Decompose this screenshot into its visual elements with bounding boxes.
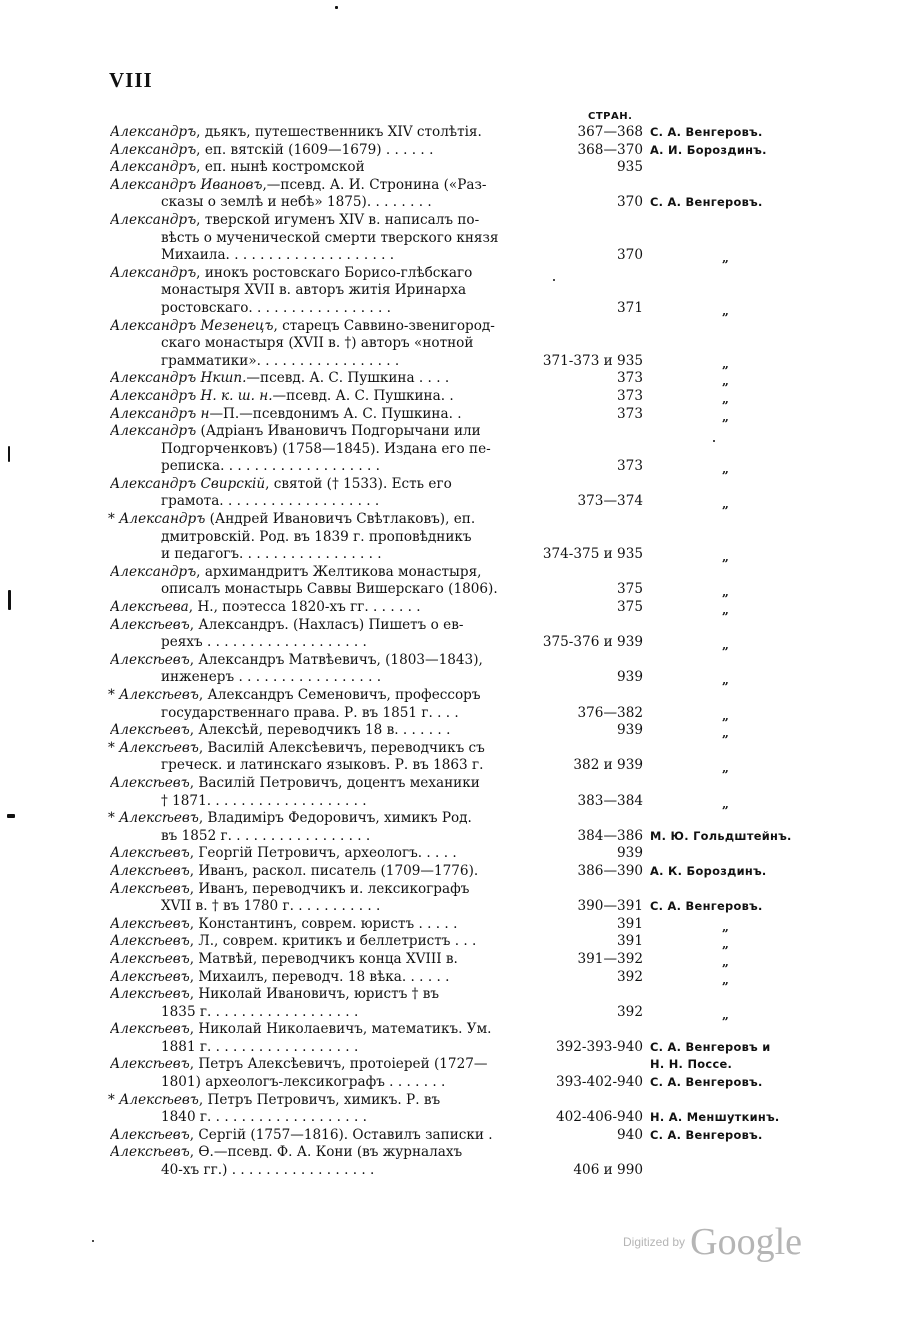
entry-line (0, 1127, 913, 1145)
entry-heading-text: Алексѣева, Н., поэтесса 1820-хъ гг. . . . . . . (110, 599, 421, 616)
author-ditto-mark: „ (722, 303, 730, 318)
entry-heading-text: * Алексѣевъ, Владиміръ Федоровичъ, химикъ Род. (108, 810, 472, 827)
entry-page-ref: 371 (617, 299, 643, 316)
entry-line (0, 581, 913, 599)
author-ditto-mark: „ (722, 937, 730, 952)
author-ditto-mark: „ (722, 796, 730, 811)
author-ditto-mark: „ (722, 954, 730, 969)
entry-line (0, 1144, 913, 1162)
entry-line (0, 282, 913, 300)
entry-heading-text: Алексѣевъ, Петръ Алексѣевичъ, протоіерей (1727— (110, 1056, 488, 1073)
entry-heading-text: Александръ Ивановъ,—псевд. А. И. Стронина («Раз- (110, 176, 487, 193)
scan-speck (713, 440, 715, 442)
entry-line (0, 634, 913, 652)
entry-page-ref: 373 (617, 458, 643, 475)
entry-page-ref: 374-375 и 935 (542, 546, 643, 563)
entry-line (0, 159, 913, 177)
author-ditto-mark: „ (722, 972, 730, 987)
entry-page-ref: 370 (617, 194, 643, 211)
author-ditto-mark: „ (722, 497, 730, 512)
entry-heading-text: Александръ, дьякъ, путешественникъ XIV столѣтія. (110, 124, 482, 140)
entry-page-ref: 376—382 (577, 704, 643, 721)
entry-line (0, 564, 913, 582)
entry-line (0, 1056, 913, 1074)
entry-line (0, 546, 913, 564)
author-ditto-mark: „ (722, 1007, 730, 1022)
entry-line (0, 529, 913, 547)
scan-margin-mark (7, 814, 15, 818)
entry-continuation-text: скаго монастыря (XVII в. †) авторъ «нотной (161, 335, 474, 352)
author-ditto-mark: „ (722, 919, 730, 934)
entry-line (0, 423, 913, 441)
author-ditto-mark: „ (722, 462, 730, 477)
entry-line (0, 230, 913, 248)
entry-continuation-text: XVII в. † въ 1780 г. . . . . . . . . . . (161, 898, 381, 915)
entry-line (0, 335, 913, 353)
entry-continuation-text: реяхъ . . . . . . . . . . . . . . . . . . . (161, 634, 367, 651)
entry-continuation-text: инженеръ . . . . . . . . . . . . . . . . . (161, 669, 382, 686)
entry-line (0, 353, 913, 371)
entry-page-ref: 939 (617, 669, 643, 686)
author-ditto-mark: „ (722, 374, 730, 389)
entry-page-ref: 367—368 (577, 124, 643, 140)
column-header-pages: СТРАН. (588, 111, 633, 122)
entry-line (0, 617, 913, 635)
entry-author: С. А. Венгеровъ. (650, 1127, 763, 1142)
entry-continuation-text: реписка. . . . . . . . . . . . . . . . . . . (161, 458, 380, 475)
entry-heading-text: Алексѣевъ, Алексѣй, переводчикъ 18 в. . . . . . . (110, 722, 451, 739)
entry-line (0, 370, 913, 388)
entry-continuation-text: грамота. . . . . . . . . . . . . . . . . . . (161, 493, 380, 510)
entry-heading-text: Алексѣевъ, Ѳ.—псевд. Ф. А. Кони (въ журналахъ (110, 1144, 463, 1161)
entry-line (0, 828, 913, 846)
author-ditto-mark: „ (722, 550, 730, 565)
entry-page-ref: 393-402-940 (555, 1074, 643, 1091)
entry-heading-text: Александръ Свирскій, святой († 1533). Есть его (110, 475, 452, 492)
entry-page-ref: 371-373 и 935 (542, 352, 643, 369)
entry-page-ref: 939 (617, 845, 643, 862)
entry-heading-text: Александръ, еп. нынѣ костромской (110, 159, 365, 176)
entry-line (0, 775, 913, 793)
entry-continuation-text: грамматики». . . . . . . . . . . . . . . . . (161, 352, 400, 369)
scan-speck (92, 1240, 94, 1242)
entry-line (0, 599, 913, 617)
entry-line (0, 177, 913, 195)
entry-page-ref: 375 (617, 599, 643, 616)
entry-line (0, 1109, 913, 1127)
entry-continuation-text: ростовскаго. . . . . . . . . . . . . . . . . (161, 299, 391, 316)
entry-line (0, 194, 913, 212)
entry-heading-text: Алексѣевъ, Александръ. (Нахласъ) Пишетъ о ев- (110, 616, 464, 633)
entry-continuation-text: монастыря XVII в. авторъ житія Иринарха (161, 282, 467, 299)
entry-line (0, 951, 913, 969)
entry-continuation-text: Подгорченковъ) (1758—1845). Издана его пе- (161, 440, 491, 457)
entry-line (0, 969, 913, 987)
entry-continuation-text: 1835 г. . . . . . . . . . . . . . . . . . (161, 1003, 359, 1020)
entry-line (0, 1021, 913, 1039)
author-ditto-mark: „ (722, 251, 730, 266)
entry-heading-text: * Алексѣевъ, Василій Алексѣевичъ, переводчикъ съ (108, 739, 485, 756)
entry-line (0, 810, 913, 828)
author-ditto-mark: „ (722, 585, 730, 600)
entry-page-ref: 386—390 (577, 862, 643, 879)
entry-page-ref: 392-393-940 (555, 1038, 643, 1055)
entry-heading-text: Александръ (Адріанъ Ивановичъ Подгорычани или (110, 423, 481, 440)
entry-continuation-text: 1840 г. . . . . . . . . . . . . . . . . . . (161, 1109, 367, 1126)
entry-page-ref: 368—370 (577, 141, 643, 158)
entry-author: Н. А. Меншуткинъ. (650, 1110, 780, 1125)
entry-line (0, 1004, 913, 1022)
entry-page-ref: 382 и 939 (573, 757, 643, 774)
entry-line (0, 793, 913, 811)
scan-margin-mark (8, 590, 11, 610)
author-ditto-mark: „ (722, 726, 730, 741)
entry-line (0, 722, 913, 740)
entry-heading-text: Александръ Нкшп.—псевд. А. С. Пушкина . . . . (110, 370, 450, 387)
entry-author: С. А. Венгеровъ. (650, 125, 763, 139)
author-ditto-mark: „ (722, 673, 730, 688)
entry-author: Н. Н. Поссе. (650, 1057, 733, 1072)
scan-margin-mark (8, 446, 10, 462)
entry-author: М. Ю. Гольдштейнъ. (650, 828, 792, 843)
entry-continuation-text: государственнаго права. Р. въ 1851 г. . . . (161, 704, 459, 721)
entry-heading-text: Алексѣевъ, Александръ Матвѣевичъ, (1803—1843), (110, 651, 483, 668)
entry-heading-text: Александръ, архимандритъ Желтикова монастыря, (110, 563, 482, 580)
entry-heading-text: Александръ, тверской игуменъ XIV в. написалъ по- (110, 211, 480, 228)
watermark-brand: Google (690, 1221, 802, 1263)
entry-continuation-text: описалъ монастырь Саввы Вишерскаго (1806). (161, 581, 498, 598)
author-ditto-mark: „ (722, 391, 730, 406)
entry-line (0, 476, 913, 494)
entry-line (0, 1162, 913, 1180)
entry-page-ref: 373 (617, 370, 643, 387)
entry-line (0, 265, 913, 283)
entry-continuation-text: † 1871. . . . . . . . . . . . . . . . . . . (161, 792, 367, 809)
entry-line (0, 124, 913, 142)
entry-line (0, 247, 913, 265)
entry-page-ref: 375-376 и 939 (542, 634, 643, 651)
entry-page-ref: 939 (617, 722, 643, 739)
entry-continuation-text: дмитровскій. Род. въ 1839 г. проповѣдникъ (161, 528, 472, 545)
entry-author: С. А. Венгеровъ и (650, 1039, 771, 1054)
watermark-prefix: Digitized by (623, 1235, 686, 1249)
entry-continuation-text: 1881 г. . . . . . . . . . . . . . . . . . (161, 1038, 359, 1055)
entry-line (0, 441, 913, 459)
entry-continuation-text: и педагогъ. . . . . . . . . . . . . . . . . (161, 546, 382, 563)
entry-continuation-text: вѣсть о мученической смерти тверского князя (161, 229, 499, 246)
entry-line (0, 740, 913, 758)
entry-line (0, 705, 913, 723)
entry-author: С. А. Венгеровъ. (650, 1075, 763, 1090)
author-ditto-mark: „ (722, 356, 730, 371)
entry-heading-text: * Александръ (Андрей Ивановичъ Свѣтлаковъ), еп. (108, 511, 476, 528)
entry-heading-text: Александръ, инокъ ростовскаго Борисо-глѣбскаго (110, 264, 473, 281)
entry-heading-text: * Алексѣевъ, Петръ Петровичъ, химикъ. Р. въ (108, 1091, 441, 1108)
entry-page-ref: 392 (617, 968, 643, 985)
entry-page-ref: 391 (617, 933, 643, 950)
entry-author: А. И. Бороздинъ. (650, 142, 767, 157)
entry-page-ref: 384—386 (577, 827, 643, 844)
entry-heading-text: Алексѣевъ, Николай Ивановичъ, юристъ † въ (110, 986, 440, 1003)
entry-line (0, 986, 913, 1004)
entry-page-ref: 392 (617, 1003, 643, 1020)
entry-page-ref: 391—392 (577, 950, 643, 967)
entry-line (0, 458, 913, 476)
entry-line (0, 493, 913, 511)
entry-continuation-text: Михаила. . . . . . . . . . . . . . . . . . . . (161, 247, 395, 264)
digitized-by-google-watermark (623, 1220, 802, 1264)
author-ditto-mark: „ (722, 708, 730, 723)
entry-author: С. А. Венгеровъ. (650, 899, 763, 914)
entry-page-ref: 390—391 (577, 898, 643, 915)
entry-heading-text: Алексѣевъ, Матвѣй, переводчикъ конца XVIII в. (110, 950, 458, 967)
entry-heading-text: Александръ Мезенецъ, старецъ Саввино-звенигород- (110, 317, 495, 334)
entry-line (0, 845, 913, 863)
entry-line (0, 863, 913, 881)
entry-heading-text: Алексѣевъ, Л., соврем. критикъ и беллетристъ . . . (110, 933, 477, 950)
entry-line (0, 898, 913, 916)
entry-line (0, 933, 913, 951)
entry-continuation-text: 1801) археологъ-лексикографъ . . . . . . . (161, 1074, 446, 1091)
page-number: VIII (109, 68, 153, 92)
entry-page-ref: 391 (617, 915, 643, 932)
entry-heading-text: Алексѣевъ, Георгій Петровичъ, археологъ. . . . . (110, 845, 457, 862)
entry-line (0, 881, 913, 899)
entry-line (0, 652, 913, 670)
author-ditto-mark: „ (722, 761, 730, 776)
entry-line (0, 1039, 913, 1057)
author-ditto-mark: „ (722, 638, 730, 653)
entry-line (0, 212, 913, 230)
entry-continuation-text: греческ. и латинскаго языковъ. Р. въ 1863 г. (161, 757, 484, 774)
entry-page-ref: 375 (617, 581, 643, 598)
entry-heading-text: Алексѣевъ, Михаилъ, переводч. 18 вѣка. . . . . . (110, 968, 450, 985)
entry-page-ref: 940 (617, 1126, 643, 1143)
scan-speck (335, 6, 338, 9)
entry-author: А. К. Бороздинъ. (650, 863, 767, 878)
entry-heading-text: Алексѣевъ, Иванъ, раскол. писатель (1709—1776). (110, 862, 479, 879)
index-entry-list (0, 124, 913, 1180)
entry-heading-text: Алексѣевъ, Василій Петровичъ, доцентъ механики (110, 774, 480, 791)
scan-speck (553, 279, 555, 281)
entry-line (0, 511, 913, 529)
entry-heading-text: Алексѣевъ, Сергій (1757—1816). Оставилъ записки . (110, 1126, 493, 1143)
entry-page-ref: 373 (617, 405, 643, 422)
entry-line (0, 757, 913, 775)
entry-author: С. А. Венгеровъ. (650, 195, 763, 210)
entry-page-ref: 383—384 (577, 792, 643, 809)
entry-line (0, 300, 913, 318)
entry-line (0, 916, 913, 934)
entry-page-ref: 402-406-940 (555, 1109, 643, 1126)
entry-line (0, 318, 913, 336)
entry-line (0, 388, 913, 406)
entry-line (0, 1074, 913, 1092)
author-ditto-mark: „ (722, 409, 730, 424)
entry-line (0, 669, 913, 687)
entry-page-ref: 406 и 990 (573, 1162, 643, 1179)
entry-heading-text: Алексѣевъ, Константинъ, соврем. юристъ . . . . . (110, 915, 458, 932)
entry-heading-text: * Алексѣевъ, Александръ Семеновичъ, профессоръ (108, 687, 481, 703)
entry-heading-text: Алексѣевъ, Николай Николаевичъ, математикъ. Ум. (110, 1021, 492, 1038)
entry-page-ref: 373—374 (577, 493, 643, 510)
entry-continuation-text: сказы о землѣ и небѣ» 1875). . . . . . . . (161, 194, 432, 211)
entry-heading-text: Александръ н—П.—псевдонимъ А. С. Пушкина. . (110, 405, 462, 422)
entry-page-ref: 373 (617, 387, 643, 404)
entry-line (0, 406, 913, 424)
entry-heading-text: Александръ Н. к. ш. н.—псевд. А. С. Пушкина. . (110, 387, 454, 404)
entry-page-ref: 370 (617, 247, 643, 264)
entry-heading-text: Алексѣевъ, Иванъ, переводчикъ и. лексикографъ (110, 880, 470, 897)
entry-line (0, 687, 913, 705)
entry-continuation-text: въ 1852 г. . . . . . . . . . . . . . . . . (161, 827, 371, 844)
entry-page-ref: 935 (617, 159, 643, 176)
entry-continuation-text: 40-хъ гг.) . . . . . . . . . . . . . . . . . (161, 1162, 375, 1179)
entry-line (0, 142, 913, 160)
author-ditto-mark: „ (722, 603, 730, 618)
entry-line (0, 1092, 913, 1110)
entry-heading-text: Александръ, еп. вятскій (1609—1679) . . . . . . (110, 141, 434, 158)
